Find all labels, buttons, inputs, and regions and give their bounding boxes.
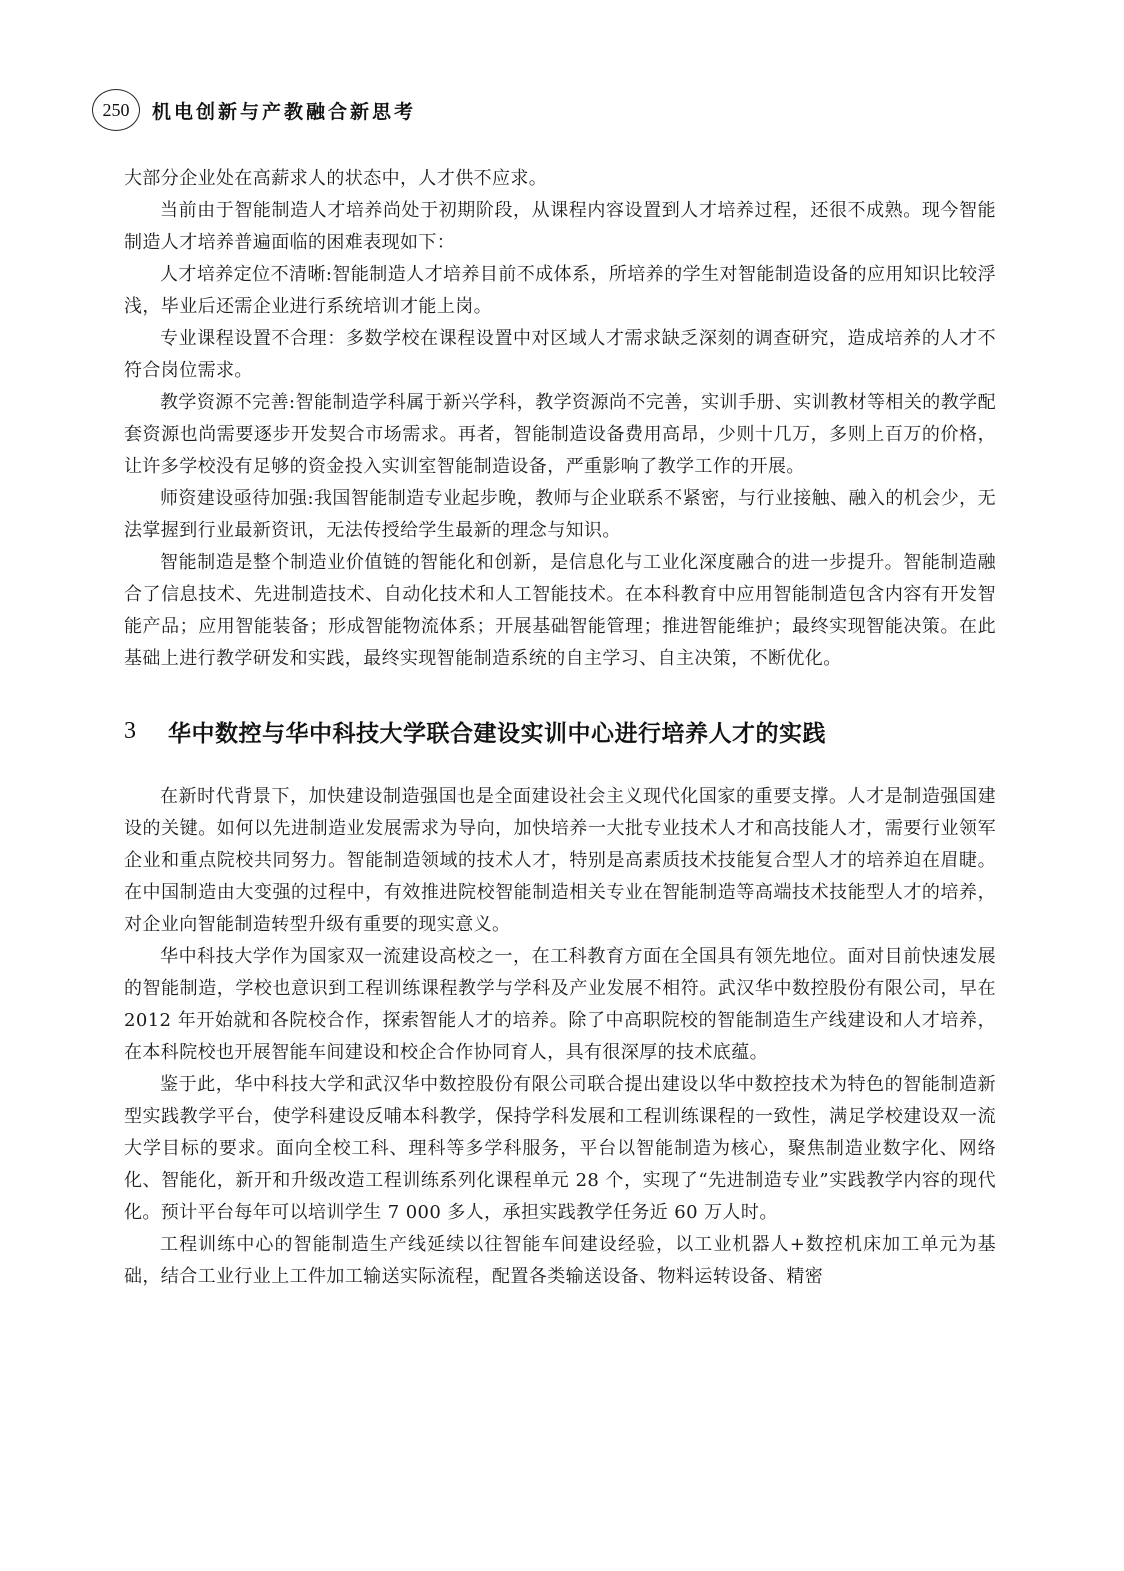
page-header <box>92 88 416 132</box>
section-heading <box>124 711 996 751</box>
paragraph: 当前由于智能制造人才培养尚处于初期阶段，从课程内容设置到人才培养过程，还很不成熟。现今智能制造人才培养普遍面临的困难表现如下： <box>124 200 996 253</box>
paragraph: 鉴于此，华中科技大学和武汉华中数控股份有限公司联合提出建设以华中数控技术为特色的智能制造新型实践教学平台，使学科建设反哺本科教学，保持学科发展和工程训练课程的一致性，满足学校建设双一流大学目标的要求。面向全校工科、理科等多学科服务，平台以智能制造为核心，聚焦制造业数字化、网络化、智能化，新开和升级改造工程训练系列化课程单元 28 个，实现了“先进制造专业”实践教学内容的现代化。预计平台每年可以培训学生 7 000 多人，承担实践教学任务近 60 万人时。 <box>124 1074 996 1223</box>
section-title: 华中数控与华中科技大学联合建设实训中心进行培养人才的实践 <box>168 720 826 747</box>
paragraph-continued: 大部分企业处在高薪求人的状态中，人才供不应求。 <box>124 168 548 189</box>
paragraph: 智能制造是整个制造业价值链的智能化和创新，是信息化与工业化深度融合的进一步提升。智能制造融合了信息技术、先进制造技术、自动化技术和人工智能技术。在本科教育中应用智能制造包含内容有开发智能产品；应用智能装备；形成智能物流体系；开展基础智能管理；推进智能维护；最终实现智能决策。在此基础上进行教学研发和实践，最终实现智能制造系统的自主学习、自主决策，不断优化。 <box>124 552 996 669</box>
running-title: 机电创新与产教融合新思考 <box>152 100 417 123</box>
body-text <box>124 163 996 1293</box>
paragraph: 工程训练中心的智能制造生产线延续以往智能车间建设经验，以工业机器人+数控机床加工单元为基础，结合工业行业上工件加工输送实际流程，配置各类输送设备、物料运转设备、精密 <box>124 1234 996 1287</box>
paragraph: 人才培养定位不清晰:智能制造人才培养目前不成体系，所培养的学生对智能制造设备的应用知识比较浮浅，毕业后还需企业进行系统培训才能上岗。 <box>124 264 996 317</box>
paragraph: 教学资源不完善:智能制造学科属于新兴学科，教学资源尚不完善，实训手册、实训教材等相关的教学配套资源也尚需要逐步开发契合市场需求。再者，智能制造设备费用高昂，少则十几万，多则上百万的价格，让许多学校没有足够的资金投入实训室智能制造设备，严重影响了教学工作的开展。 <box>124 392 996 477</box>
paragraph: 在新时代背景下，加快建设制造强国也是全面建设社会主义现代化国家的重要支撑。人才是制造强国建设的关键。如何以先进制造业发展需求为导向，加快培养一大批专业技术人才和高技能人才，需要行业领军企业和重点院校共同努力。智能制造领域的技术人才，特别是高素质技术技能复合型人才的培养迫在眉睫。在中国制造由大变强的过程中，有效推进院校智能制造相关专业在智能制造等高端技术技能型人才的培养，对企业向智能制造转型升级有重要的现实意义。 <box>124 786 996 935</box>
section-number: 3 <box>124 717 136 744</box>
page-number: 250 <box>102 99 130 120</box>
paragraph: 师资建设亟待加强:我国智能制造专业起步晚，教师与企业联系不紧密，与行业接触、融入的机会少，无法掌握到行业最新资讯，无法传授给学生最新的理念与知识。 <box>124 488 996 541</box>
paragraph: 华中科技大学作为国家双一流建设高校之一，在工科教育方面在全国具有领先地位。面对目前快速发展的智能制造，学校也意识到工程训练课程教学与学科及产业发展不相符。武汉华中数控股份有限公司，早在 2012 年开始就和各院校合作，探索智能人才的培养。除了中高职院校的智能制造生产线建设和人才培养，在本科院校也开展智能车间建设和校企合作协同育人，具有很深厚的技术底蕴。 <box>124 946 996 1063</box>
paragraph: 专业课程设置不合理：多数学校在课程设置中对区域人才需求缺乏深刻的调查研究，造成培养的人才不符合岗位需求。 <box>124 328 996 381</box>
page-number-badge <box>92 89 140 131</box>
